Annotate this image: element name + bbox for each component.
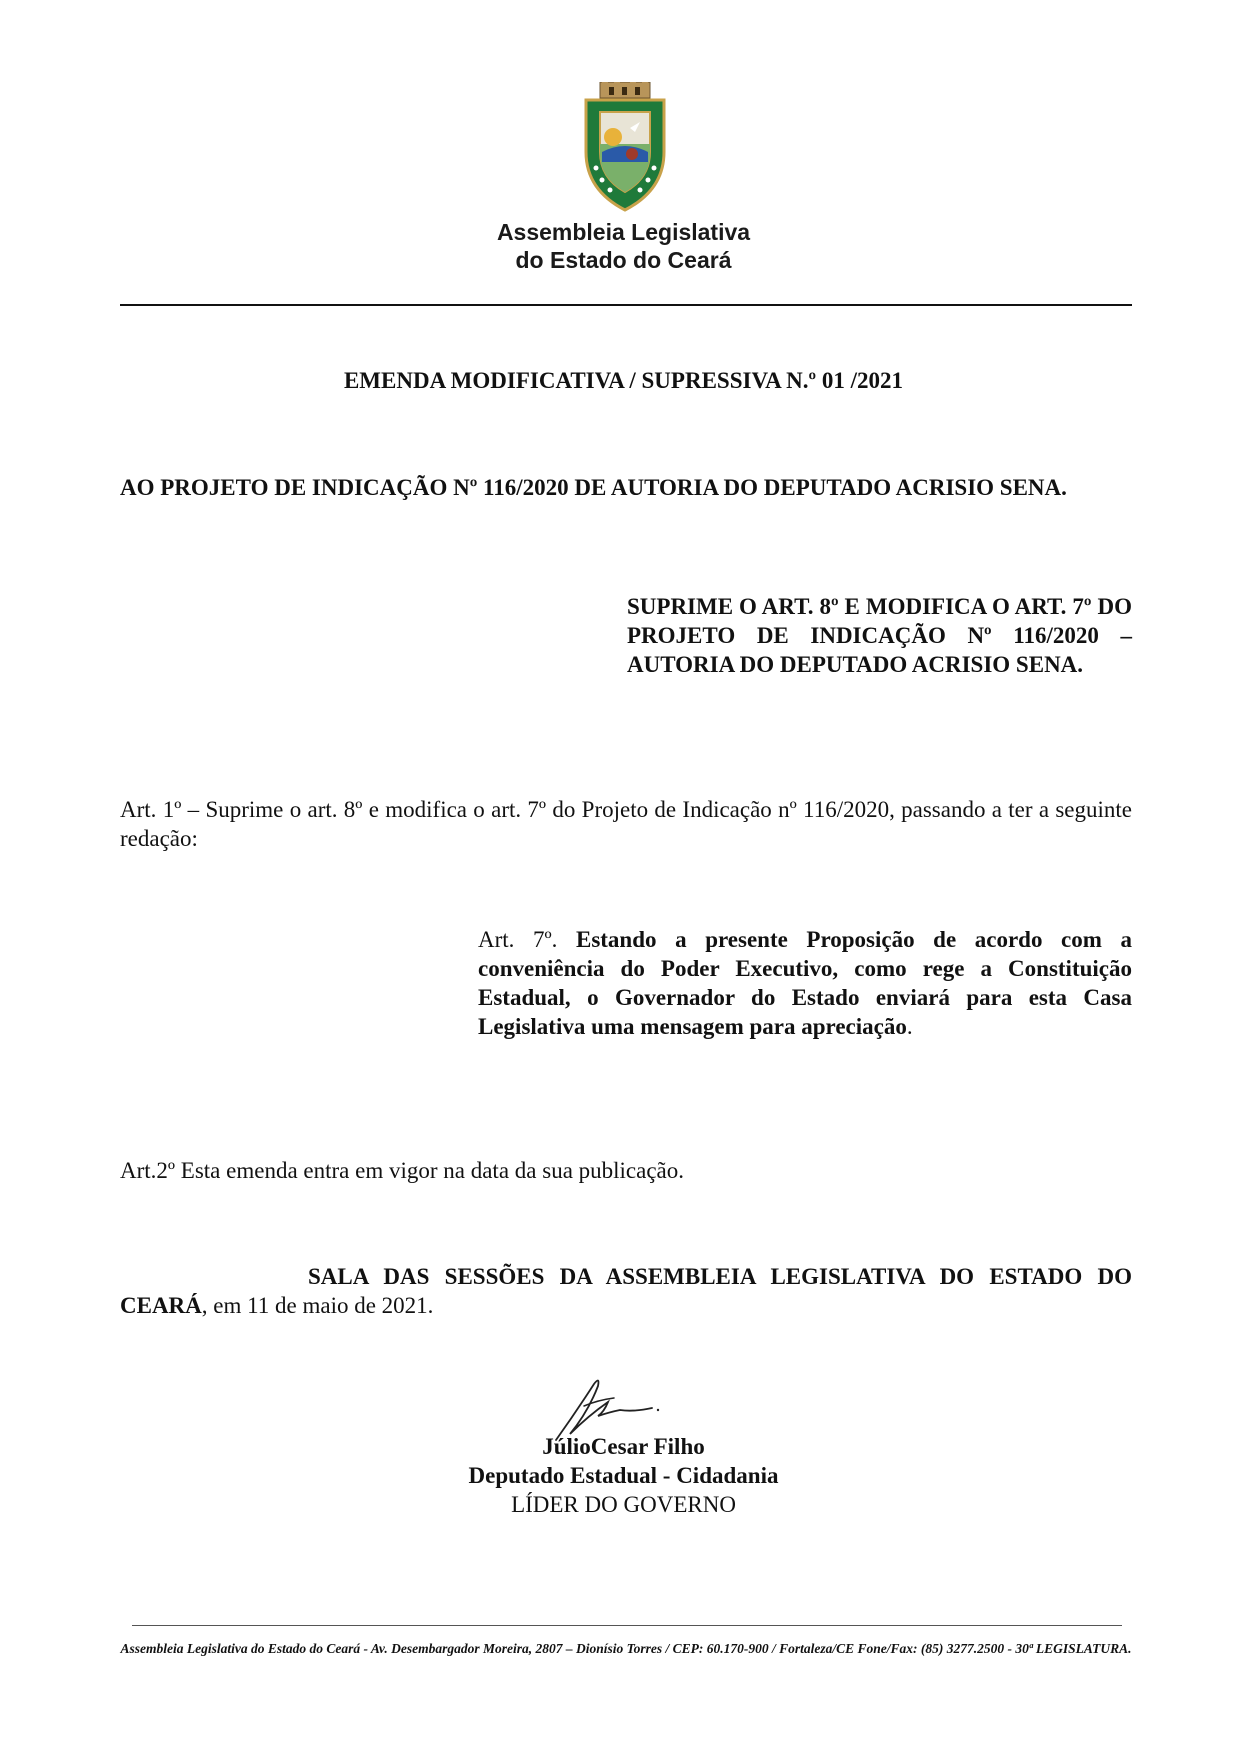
institution-name-line1: Assembleia Legislativa [496, 219, 751, 245]
article-7-label: Art. 7º. [478, 927, 558, 952]
article-7-text: Estando a presente Proposição de acordo com a conveniência do Poder Executivo, como rege a Constituição Estadual, o Governador do Estado enviará para esta Casa Legislativa uma mensagem para apreciação [478, 927, 1133, 1039]
state-coat-of-arms-logo [580, 82, 670, 212]
closing-statement [120, 1262, 1132, 1320]
document-title: EMENDA MODIFICATIVA / SUPRESSIVA N.º 01 /2021 [343, 368, 904, 393]
institution-name-line2: do Estado do Ceará [515, 247, 732, 273]
document-subject: AO PROJETO DE INDICAÇÃO Nº 116/2020 DE AUTORIA DO DEPUTADO ACRISIO SENA. [120, 475, 1067, 500]
signer-title: LÍDER DO GOVERNO [511, 1492, 736, 1517]
article-7-end: . [906, 1014, 913, 1039]
article-2: Art.2º Esta emenda entra em vigor na data da sua publicação. [120, 1158, 685, 1183]
signer-role: Deputado Estadual - Cidadania [468, 1463, 779, 1488]
closing-date: , em 11 de maio de 2021. [201, 1293, 434, 1318]
article-7-quote [478, 925, 1132, 1041]
signer-name: JúlioCesar Filho [542, 1434, 705, 1459]
header-divider [120, 304, 1132, 306]
footer-address: Assembleia Legislativa do Estado do Ceará - Av. Desembargador Moreira, 2807 – Dionísio Torres / CEP: 60.170-900 / Fortaleza/CE Fone/Fax: (85) 3277.2500 - 30ª LEGISLATURA. [120, 1641, 1132, 1656]
amendment-summary: SUPRIME O ART. 8º E MODIFICA O ART. 7º DO PROJETO DE INDICAÇÃO Nº 116/2020 – AUTORIA DO DEPUTADO ACRISIO SENA. [627, 594, 1132, 677]
footer-divider [132, 1625, 1122, 1626]
article-1: Art. 1º – Suprime o art. 8º e modifica o art. 7º do Projeto de Indicação nº 116/2020, passando a ter a seguinte redação: [120, 797, 1132, 851]
closing-location: SALA DAS SESSÕES DA ASSEMBLEIA LEGISLATIVA DO ESTADO DO CEARÁ [120, 1264, 1132, 1318]
